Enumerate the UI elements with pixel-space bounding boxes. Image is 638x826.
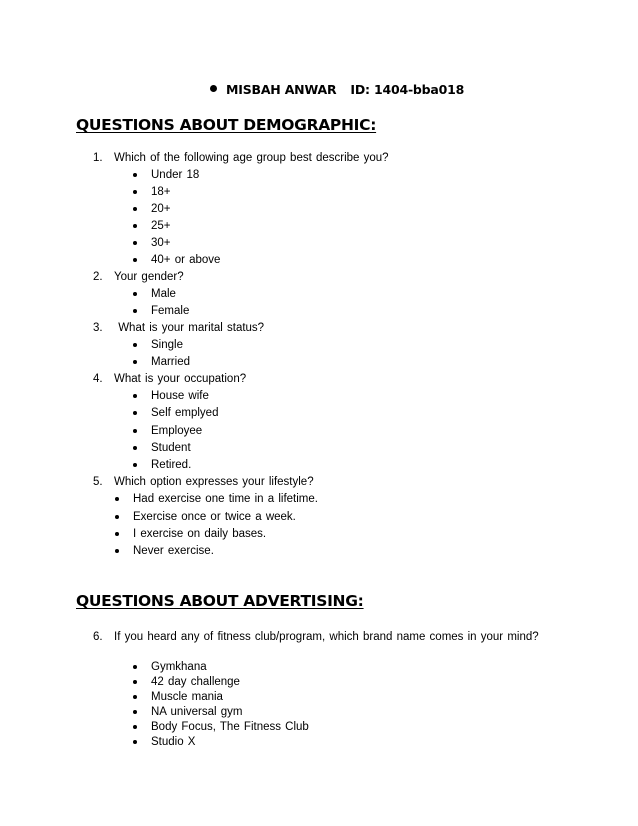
question-3 [93,321,264,335]
question-number: 6. [93,631,103,643]
option: Had exercise one time in a lifetime. [133,493,318,505]
question-number: 4. [93,373,103,385]
option: I exercise on daily bases. [133,528,267,540]
option: Gymkhana [151,661,207,673]
question-text: Your gender? [114,271,184,283]
option: NA universal gym [151,706,243,718]
option: Never exercise. [133,545,214,557]
question-5 [93,475,314,489]
option: Student [151,442,191,454]
author-id: ID: 1404-bba018 [350,82,465,97]
option: Body Focus, The Fitness Club [151,721,309,733]
option: Male [151,288,176,300]
option: 30+ [151,237,171,249]
question-4 [93,372,246,386]
option: Female [151,305,190,317]
header-bullet-icon [210,85,217,92]
option: Under 18 [151,169,200,181]
demographic-section-title: QUESTIONS ABOUT DEMOGRAPHIC: [76,116,377,134]
option: Muscle mania [151,691,223,703]
advertising-section-title: QUESTIONS ABOUT ADVERTISING: [76,592,364,610]
option: 18+ [151,186,171,198]
question-text: Which option expresses your lifestyle? [114,476,314,488]
option: Self emplyed [151,407,219,419]
option: 40+ or above [151,254,221,266]
question-number: 5. [93,476,103,488]
question-text: If you heard any of fitness club/program, which brand name comes in your mind? [114,631,539,643]
question-6 [93,630,539,644]
question-text: What is your occupation? [114,373,247,385]
question-text: What is your marital status? [114,322,265,334]
question-number: 1. [93,152,103,164]
question-2 [93,270,184,284]
option: Married [151,356,190,368]
question-number: 3. [93,322,103,334]
option: Studio X [151,736,196,748]
option: 20+ [151,203,171,215]
author-header [210,82,464,97]
question-text: Which of the following age group best describe you? [114,152,389,164]
option: Exercise once or twice a week. [133,511,296,523]
option: Employee [151,425,203,437]
option: House wife [151,390,209,402]
option: 25+ [151,220,171,232]
question-number: 2. [93,271,103,283]
author-name: MISBAH ANWAR [226,82,337,97]
option: Single [151,339,183,351]
question-1 [93,151,389,165]
option: Retired. [151,459,192,471]
option: 42 day challenge [151,676,240,688]
